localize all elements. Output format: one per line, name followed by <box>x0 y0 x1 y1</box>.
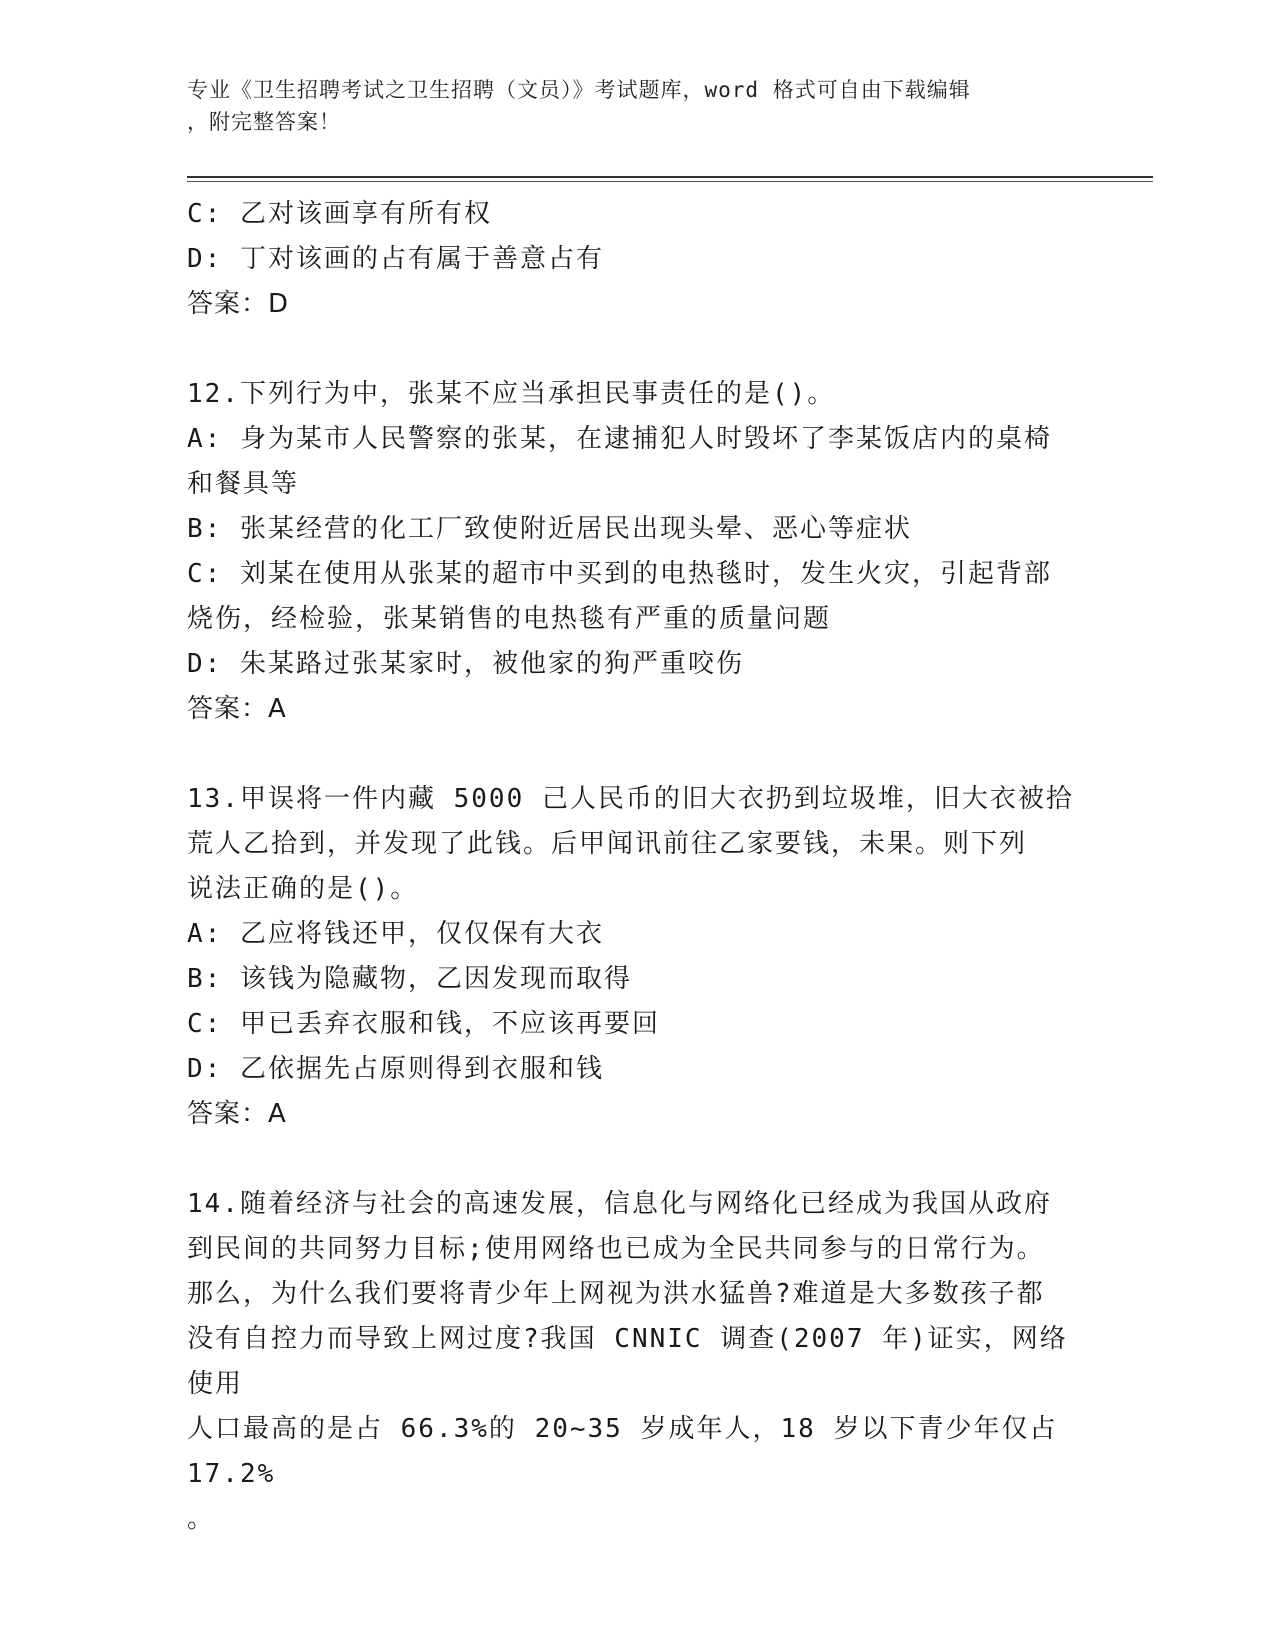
question-13-option-d: D: 乙依据先占原则得到衣服和钱 <box>187 1054 604 1084</box>
question-11-tail <box>187 192 1087 327</box>
header-divider-thin <box>187 181 1153 182</box>
question-12-option-c-line-1: C: 刘某在使用从张某的超市中买到的电热毯时，发生火灾，引起背部 <box>187 559 1052 589</box>
question-14-stem-line-2: 到民间的共同努力目标;使用网络也已成为全民共同参与的日常行为。 <box>187 1234 1045 1264</box>
header-line-1: 专业《卫生招聘考试之卫生招聘（文员）》考试题库，word 格式可自由下载编辑 <box>187 78 971 102</box>
question-11-answer: 答案：D <box>187 289 290 319</box>
question-13-answer: 答案：A <box>187 1099 287 1129</box>
question-12-answer: 答案：A <box>187 694 287 724</box>
question-14-stem-line-4: 没有自控力而导致上网过度?我国 CNNIC 调查(2007 年)证实，网络使用 <box>187 1324 1068 1399</box>
question-13-option-c: C: 甲已丢弃衣服和钱，不应该再要回 <box>187 1009 660 1039</box>
question-13-stem-line-3: 说法正确的是()。 <box>187 874 419 904</box>
question-14-stem-line-3: 那么，为什么我们要将青少年上网视为洪水猛兽?难道是大多数孩子都 <box>187 1279 1045 1309</box>
question-13-stem-line-1: 13.甲误将一件内藏 5000 己人民币的旧大衣扔到垃圾堆，旧大衣被拾 <box>187 784 1074 814</box>
question-12-option-b: B: 张某经营的化工厂致使附近居民出现头晕、恶心等症状 <box>187 514 912 544</box>
question-11-option-d: D: 丁对该画的占有属于善意占有 <box>187 244 604 274</box>
document-body <box>187 192 1087 1542</box>
question-14-stem-line-6: 。 <box>187 1504 216 1534</box>
document-header <box>187 74 1087 138</box>
header-line-2: ，附完整答案！ <box>187 110 341 134</box>
question-14-stem-line-5: 人口最高的是占 66.3%的 20~35 岁成年人，18 岁以下青少年仅占 17.2% <box>187 1414 1076 1489</box>
question-14-stem-line-1: 14.随着经济与社会的高速发展，信息化与网络化已经成为我国从政府 <box>187 1189 1052 1219</box>
question-11-option-c: C: 乙对该画享有所有权 <box>187 199 492 229</box>
question-13-option-a: A: 乙应将钱还甲，仅仅保有大衣 <box>187 919 604 949</box>
question-13-option-b: B: 该钱为隐藏物，乙因发现而取得 <box>187 964 632 994</box>
question-14 <box>187 1182 1087 1542</box>
question-12-option-a-line-2: 和餐具等 <box>187 469 300 499</box>
question-13 <box>187 777 1087 1137</box>
header-divider-thick <box>187 176 1153 178</box>
question-12-option-d: D: 朱某路过张某家时，被他家的狗严重咬伤 <box>187 649 744 679</box>
question-12-stem: 12.下列行为中，张某不应当承担民事责任的是()。 <box>187 379 836 409</box>
question-12-option-a-line-1: A: 身为某市人民警察的张某，在逮捕犯人时毁坏了李某饭店内的桌椅 <box>187 424 1052 454</box>
question-12 <box>187 372 1087 732</box>
question-13-stem-line-2: 荒人乙拾到，并发现了此钱。后甲闻讯前往乙家要钱，未果。则下列 <box>187 829 1028 859</box>
question-12-option-c-line-2: 烧伤，经检验，张某销售的电热毯有严重的质量问题 <box>187 604 832 634</box>
